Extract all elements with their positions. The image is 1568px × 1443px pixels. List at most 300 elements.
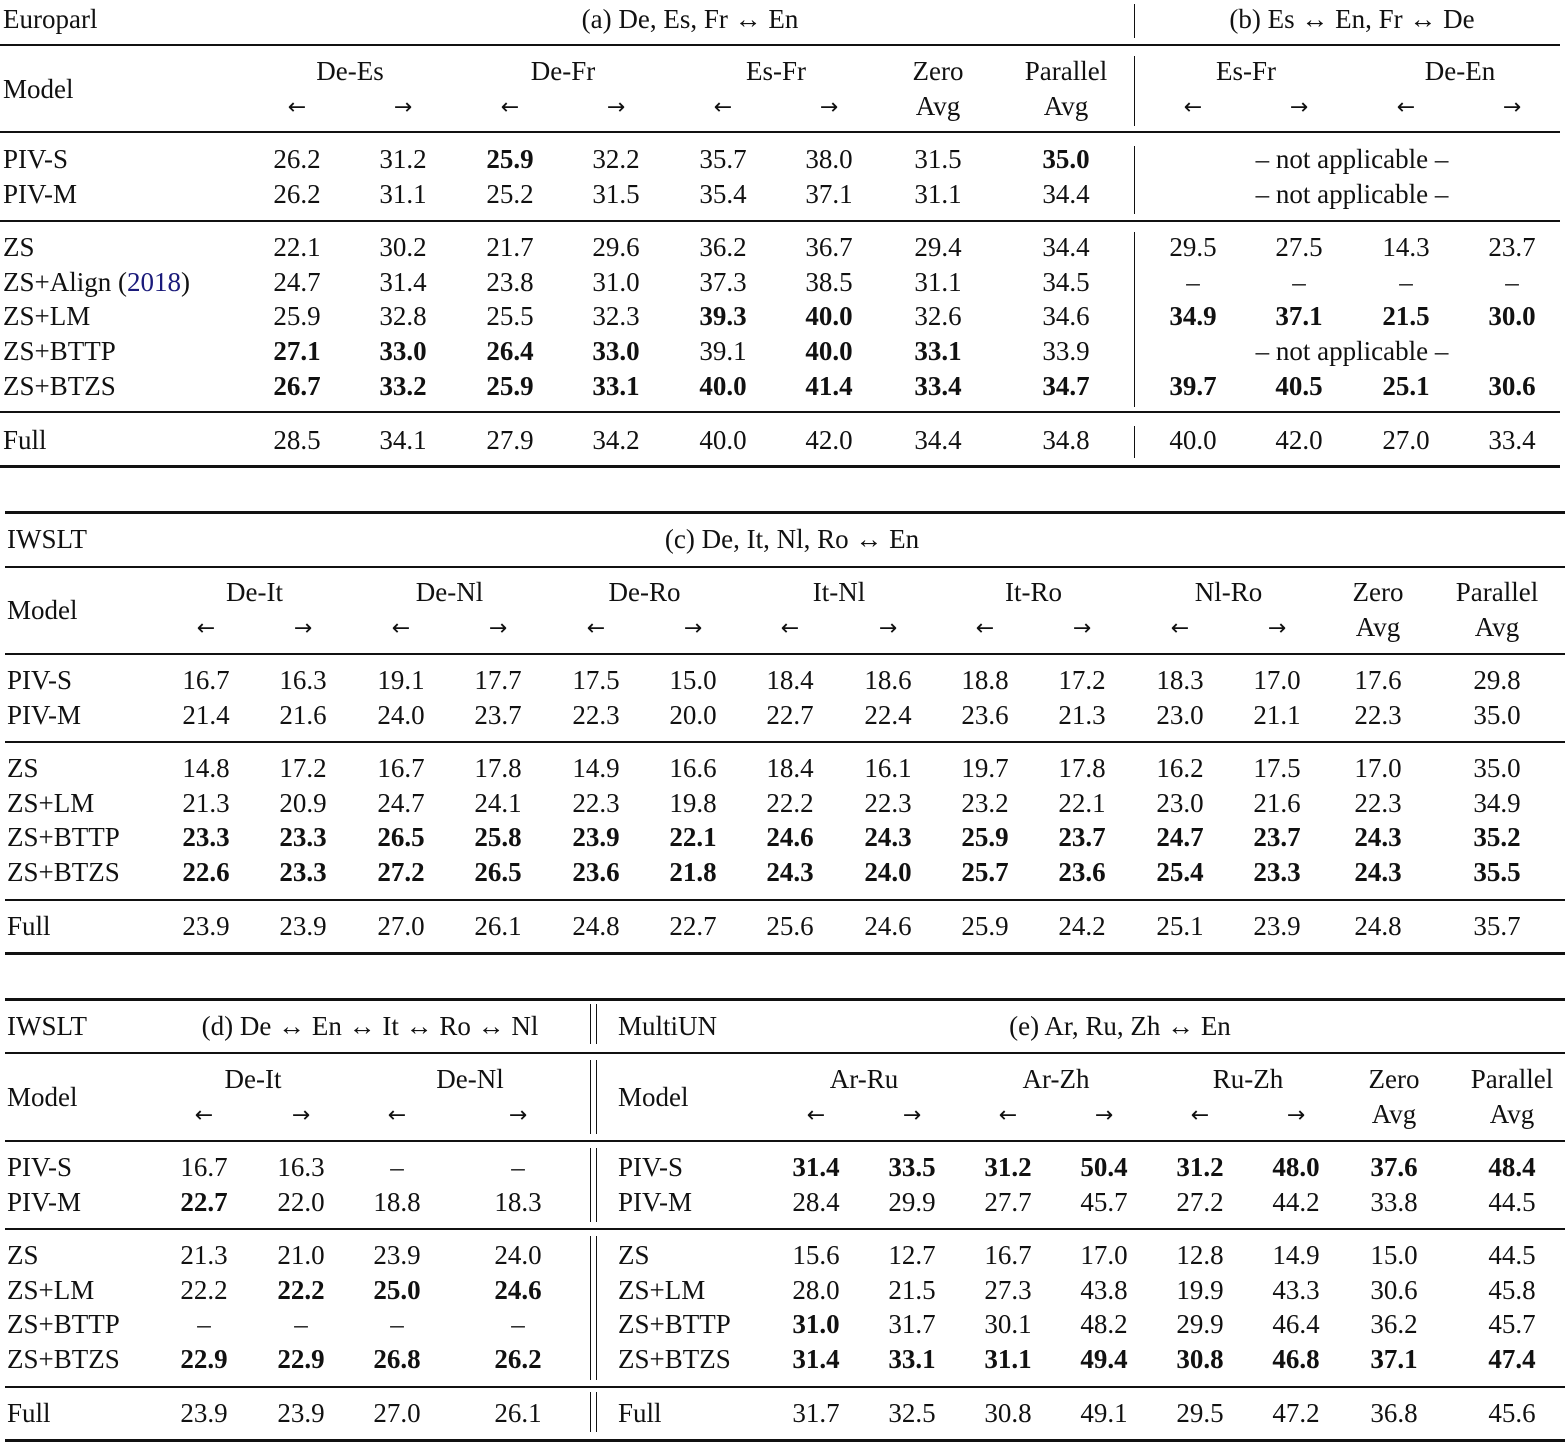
parallel-avg-header: Avg — [1043, 91, 1089, 121]
score-cell: 45.8 — [1488, 1275, 1536, 1305]
score-cell: 24.0 — [377, 700, 425, 730]
score-cell: 25.0 — [373, 1275, 421, 1305]
score-cell: 37.1 — [1370, 1344, 1418, 1374]
score-cell: 40.0 — [699, 371, 747, 401]
score-cell: 40.0 — [699, 425, 747, 455]
score-cell: 40.0 — [1169, 425, 1217, 455]
score-cell: 27.0 — [373, 1398, 421, 1428]
arrow-left-icon: ← — [1170, 616, 1190, 641]
score-cell: 29.8 — [1473, 665, 1521, 695]
score-cell: 23.9 — [1253, 911, 1301, 941]
not-applicable-label: – not applicable – — [1255, 144, 1449, 174]
not-applicable-label: – not applicable – — [1255, 336, 1449, 366]
arrow-right-icon: → — [1502, 95, 1522, 120]
language-pair-header: Nl-Ro — [1194, 577, 1263, 607]
model-name: ZS+LM — [618, 1275, 706, 1305]
model-name: ZS+BTTP — [3, 336, 116, 366]
score-cell: 17.6 — [1354, 665, 1402, 695]
arrow-left-icon: ← — [1396, 95, 1416, 120]
score-cell: 21.8 — [669, 857, 717, 887]
score-cell: 39.1 — [699, 336, 747, 366]
citation-link[interactable]: 2018 — [127, 267, 181, 297]
score-cell: – — [511, 1309, 525, 1339]
score-cell: 35.7 — [1473, 911, 1521, 941]
score-cell: 16.2 — [1156, 753, 1204, 783]
model-name: PIV-S — [3, 144, 69, 174]
score-cell: 37.1 — [1275, 301, 1323, 331]
model-name: PIV-M — [7, 1187, 82, 1217]
score-cell: 22.1 — [273, 232, 321, 262]
score-cell: 17.0 — [1253, 665, 1301, 695]
score-cell: 34.9 — [1473, 788, 1521, 818]
vertical-rule — [1134, 232, 1135, 407]
score-cell: 23.6 — [572, 857, 620, 887]
score-cell: 32.5 — [888, 1398, 936, 1428]
score-cell: 30.8 — [1176, 1344, 1224, 1374]
score-cell: 22.1 — [1058, 788, 1106, 818]
score-cell: 30.6 — [1370, 1275, 1418, 1305]
score-cell: 31.2 — [984, 1152, 1032, 1182]
table-a-title: (a) De, Es, Fr ↔ En — [581, 4, 799, 34]
score-cell: 19.9 — [1176, 1275, 1224, 1305]
score-cell: 24.3 — [864, 822, 912, 852]
score-cell: 24.8 — [572, 911, 620, 941]
model-name: ZS — [7, 753, 39, 783]
score-cell: 35.4 — [699, 179, 747, 209]
score-cell: 24.0 — [494, 1240, 542, 1270]
score-cell: 16.1 — [864, 753, 912, 783]
score-cell: 18.4 — [766, 753, 814, 783]
horizontal-rule — [5, 653, 1565, 655]
score-cell: 22.9 — [180, 1344, 228, 1374]
language-pair-header: It-Ro — [1005, 577, 1062, 607]
arrow-right-icon: → — [819, 95, 839, 120]
arrow-left-icon: ← — [1190, 1103, 1210, 1128]
score-cell: 23.9 — [572, 822, 620, 852]
language-pair-header: Ar-Zh — [1022, 1064, 1090, 1094]
table-e-title: (e) Ar, Ru, Zh ↔ En — [1009, 1011, 1231, 1041]
score-cell: 23.0 — [1156, 788, 1204, 818]
arrow-left-icon: ← — [500, 95, 520, 120]
score-cell: 21.7 — [486, 232, 534, 262]
score-cell: 21.5 — [1382, 301, 1430, 331]
score-cell: 33.8 — [1370, 1187, 1418, 1217]
score-cell: 34.1 — [379, 425, 427, 455]
score-cell: 23.6 — [1058, 857, 1106, 887]
score-cell: 14.3 — [1382, 232, 1430, 262]
horizontal-rule — [5, 1052, 1565, 1054]
score-cell: 23.3 — [182, 822, 230, 852]
score-cell: 29.9 — [888, 1187, 936, 1217]
score-cell: 24.8 — [1354, 911, 1402, 941]
zero-avg-header: Avg — [915, 91, 961, 121]
score-cell: – — [390, 1309, 404, 1339]
score-cell: 23.7 — [1253, 822, 1301, 852]
score-cell: 35.7 — [699, 144, 747, 174]
score-cell: 30.2 — [379, 232, 427, 262]
language-pair-header: De-Nl — [415, 577, 484, 607]
score-cell: 21.3 — [182, 788, 230, 818]
model-name: Full — [3, 425, 47, 455]
horizontal-rule — [5, 899, 1565, 901]
score-cell: 26.7 — [273, 371, 321, 401]
score-cell: 15.0 — [1370, 1240, 1418, 1270]
double-vertical-rule — [596, 1392, 597, 1432]
score-cell: 20.0 — [669, 700, 717, 730]
score-cell: 23.9 — [277, 1398, 325, 1428]
arrow-left-icon: ← — [196, 616, 216, 641]
parallel-avg-header: Parallel — [1470, 1064, 1554, 1094]
double-vertical-rule — [590, 1236, 591, 1380]
score-cell: 50.4 — [1080, 1152, 1128, 1182]
score-cell: 24.0 — [864, 857, 912, 887]
score-cell: 33.1 — [914, 336, 962, 366]
score-cell: 32.3 — [592, 301, 640, 331]
score-cell: 40.5 — [1275, 371, 1323, 401]
score-cell: – — [1399, 267, 1413, 297]
score-cell: 26.1 — [474, 911, 522, 941]
dataset-label: MultiUN — [618, 1011, 718, 1041]
score-cell: 24.2 — [1058, 911, 1106, 941]
score-cell: 32.2 — [592, 144, 640, 174]
score-cell: 23.9 — [182, 911, 230, 941]
score-cell: 16.3 — [279, 665, 327, 695]
dataset-label: Europarl — [3, 4, 98, 34]
score-cell: 36.2 — [699, 232, 747, 262]
score-cell: 25.5 — [486, 301, 534, 331]
score-cell: 27.2 — [1176, 1187, 1224, 1217]
double-vertical-rule — [590, 1060, 591, 1134]
score-cell: 27.2 — [377, 857, 425, 887]
score-cell: 31.5 — [914, 144, 962, 174]
score-cell: 19.1 — [377, 665, 425, 695]
score-cell: 47.4 — [1488, 1344, 1536, 1374]
score-cell: 44.5 — [1488, 1240, 1536, 1270]
score-cell: 36.7 — [805, 232, 853, 262]
score-cell: 34.7 — [1042, 371, 1090, 401]
score-cell: 18.6 — [864, 665, 912, 695]
score-cell: 41.4 — [805, 371, 853, 401]
score-cell: 25.9 — [961, 822, 1009, 852]
score-cell: 22.3 — [864, 788, 912, 818]
score-cell: 23.8 — [486, 267, 534, 297]
score-cell: 33.1 — [888, 1344, 936, 1374]
parallel-avg-header: Parallel — [1024, 56, 1108, 86]
horizontal-rule — [5, 1140, 1565, 1142]
score-cell: 25.1 — [1382, 371, 1430, 401]
score-cell: 23.6 — [961, 700, 1009, 730]
horizontal-rule — [5, 998, 1565, 1001]
horizontal-rule — [5, 1439, 1565, 1442]
model-name: ZS+BTZS — [7, 1344, 120, 1374]
arrow-right-icon: → — [393, 95, 413, 120]
score-cell: 27.9 — [486, 425, 534, 455]
score-cell: 16.7 — [984, 1240, 1032, 1270]
horizontal-rule — [5, 1228, 1565, 1230]
score-cell: 21.3 — [180, 1240, 228, 1270]
arrow-left-icon: ← — [780, 616, 800, 641]
horizontal-rule — [5, 952, 1565, 955]
language-pair-header: De-It — [224, 1064, 282, 1094]
score-cell: 34.9 — [1169, 301, 1217, 331]
score-cell: 37.3 — [699, 267, 747, 297]
score-cell: 29.6 — [592, 232, 640, 262]
score-cell: 28.0 — [792, 1275, 840, 1305]
model-name: ZS+BTZS — [618, 1344, 731, 1374]
horizontal-rule — [0, 44, 1560, 46]
score-cell: 32.8 — [379, 301, 427, 331]
score-cell: 33.4 — [1488, 425, 1536, 455]
score-cell: 31.4 — [379, 267, 427, 297]
score-cell: 18.8 — [373, 1187, 421, 1217]
score-cell: 22.9 — [277, 1344, 325, 1374]
double-vertical-rule — [590, 1148, 591, 1222]
arrow-right-icon: → — [606, 95, 626, 120]
double-vertical-rule — [596, 1148, 597, 1222]
score-cell: 40.0 — [805, 301, 853, 331]
dataset-label: IWSLT — [7, 1011, 87, 1041]
score-cell: 17.5 — [572, 665, 620, 695]
score-cell: 45.6 — [1488, 1398, 1536, 1428]
score-cell: 42.0 — [1275, 425, 1323, 455]
score-cell: 33.0 — [592, 336, 640, 366]
score-cell: 43.3 — [1272, 1275, 1320, 1305]
score-cell: 12.7 — [888, 1240, 936, 1270]
score-cell: 21.6 — [1253, 788, 1301, 818]
score-cell: 21.5 — [888, 1275, 936, 1305]
horizontal-rule — [5, 511, 1565, 514]
score-cell: – — [390, 1152, 404, 1182]
zero-avg-header: Zero — [912, 56, 964, 86]
arrow-left-icon: ← — [387, 1103, 407, 1128]
score-cell: 27.0 — [377, 911, 425, 941]
model-name: PIV-M — [618, 1187, 693, 1217]
score-cell: 17.0 — [1080, 1240, 1128, 1270]
score-cell: 31.7 — [792, 1398, 840, 1428]
score-cell: 26.5 — [377, 822, 425, 852]
score-cell: 30.0 — [1488, 301, 1536, 331]
score-cell: 30.1 — [984, 1309, 1032, 1339]
score-cell: 43.8 — [1080, 1275, 1128, 1305]
double-vertical-rule — [596, 1236, 597, 1380]
score-cell: 44.2 — [1272, 1187, 1320, 1217]
language-pair-header: De-Ro — [608, 577, 681, 607]
horizontal-rule — [5, 566, 1565, 568]
language-pair-header: De-Es — [316, 56, 384, 86]
score-cell: 19.8 — [669, 788, 717, 818]
score-cell: 44.5 — [1488, 1187, 1536, 1217]
score-cell: 24.6 — [766, 822, 814, 852]
score-cell: 22.3 — [1354, 788, 1402, 818]
score-cell: 17.8 — [1058, 753, 1106, 783]
score-cell: 22.2 — [180, 1275, 228, 1305]
score-cell: 19.7 — [961, 753, 1009, 783]
model-name: ZS — [618, 1240, 650, 1270]
score-cell: 23.9 — [180, 1398, 228, 1428]
vertical-rule — [1134, 426, 1135, 458]
score-cell: 25.9 — [486, 144, 534, 174]
score-cell: 25.9 — [273, 301, 321, 331]
parallel-avg-header: Parallel — [1455, 577, 1539, 607]
score-cell: 36.8 — [1370, 1398, 1418, 1428]
score-cell: 26.4 — [486, 336, 534, 366]
zero-avg-header: Zero — [1368, 1064, 1420, 1094]
language-pair-header: De-Fr — [530, 56, 596, 86]
score-cell: – — [197, 1309, 211, 1339]
score-cell: 17.2 — [1058, 665, 1106, 695]
score-cell: 23.3 — [279, 822, 327, 852]
score-cell: 33.4 — [914, 371, 962, 401]
score-cell: 33.9 — [1042, 336, 1090, 366]
language-pair-header: Es-Fr — [746, 56, 806, 86]
language-pair-header: Ru-Zh — [1212, 1064, 1284, 1094]
score-cell: 24.3 — [1354, 857, 1402, 887]
arrow-left-icon: ← — [1183, 95, 1203, 120]
score-cell: 22.0 — [277, 1187, 325, 1217]
score-cell: 26.2 — [273, 179, 321, 209]
model-name: ZS+LM — [7, 788, 95, 818]
arrow-right-icon: → — [683, 616, 703, 641]
arrow-left-icon: ← — [975, 616, 995, 641]
score-cell: 24.7 — [377, 788, 425, 818]
score-cell: 23.7 — [474, 700, 522, 730]
model-name: ZS — [3, 232, 35, 262]
score-cell: 15.6 — [792, 1240, 840, 1270]
double-vertical-rule — [590, 1392, 591, 1432]
model-header: Model — [7, 1082, 78, 1112]
score-cell: 31.7 — [888, 1309, 936, 1339]
score-cell: 23.3 — [1253, 857, 1301, 887]
score-cell: – — [1505, 267, 1519, 297]
score-cell: 16.7 — [180, 1152, 228, 1182]
score-cell: 26.2 — [494, 1344, 542, 1374]
table-c-title: (c) De, It, Nl, Ro ↔ En — [664, 524, 920, 554]
score-cell: 17.7 — [474, 665, 522, 695]
score-cell: 22.3 — [572, 788, 620, 818]
score-cell: 23.0 — [1156, 700, 1204, 730]
double-vertical-rule — [590, 1004, 591, 1044]
score-cell: 25.4 — [1156, 857, 1204, 887]
score-cell: 30.8 — [984, 1398, 1032, 1428]
score-cell: 39.7 — [1169, 371, 1217, 401]
arrow-right-icon: → — [291, 1103, 311, 1128]
score-cell: 25.9 — [486, 371, 534, 401]
model-name: ZS+Align (2018) — [3, 267, 190, 297]
score-cell: 17.5 — [1253, 753, 1301, 783]
model-name: PIV-S — [7, 665, 73, 695]
score-cell: 46.8 — [1272, 1344, 1320, 1374]
score-cell: 31.0 — [792, 1309, 840, 1339]
score-cell: 32.6 — [914, 301, 962, 331]
arrow-right-icon: → — [1267, 616, 1287, 641]
score-cell: 22.3 — [572, 700, 620, 730]
score-cell: 34.4 — [1042, 179, 1090, 209]
score-cell: 31.1 — [914, 267, 962, 297]
score-cell: 31.1 — [984, 1344, 1032, 1374]
score-cell: 26.2 — [273, 144, 321, 174]
score-cell: 40.0 — [805, 336, 853, 366]
parallel-avg-header: Avg — [1489, 1099, 1535, 1129]
score-cell: 46.4 — [1272, 1309, 1320, 1339]
score-cell: 22.7 — [766, 700, 814, 730]
score-cell: 14.9 — [572, 753, 620, 783]
score-cell: 16.7 — [182, 665, 230, 695]
score-cell: 22.2 — [277, 1275, 325, 1305]
model-header: Model — [618, 1082, 689, 1112]
score-cell: 17.8 — [474, 753, 522, 783]
language-pair-header: De-En — [1424, 56, 1496, 86]
score-cell: 22.7 — [180, 1187, 228, 1217]
score-cell: 16.7 — [377, 753, 425, 783]
arrow-right-icon: → — [1289, 95, 1309, 120]
score-cell: 21.0 — [277, 1240, 325, 1270]
arrow-left-icon: ← — [287, 95, 307, 120]
score-cell: 47.2 — [1272, 1398, 1320, 1428]
score-cell: 39.3 — [699, 301, 747, 331]
horizontal-rule — [0, 220, 1560, 222]
arrow-left-icon: ← — [713, 95, 733, 120]
arrow-left-icon: ← — [586, 616, 606, 641]
model-name: PIV-S — [618, 1152, 684, 1182]
score-cell: 23.7 — [1488, 232, 1536, 262]
score-cell: 33.0 — [379, 336, 427, 366]
score-cell: – — [294, 1309, 308, 1339]
score-cell: 42.0 — [805, 425, 853, 455]
horizontal-rule — [0, 411, 1560, 413]
score-cell: 31.2 — [1176, 1152, 1224, 1182]
arrow-left-icon: ← — [998, 1103, 1018, 1128]
arrow-right-icon: → — [508, 1103, 528, 1128]
score-cell: 25.2 — [486, 179, 534, 209]
arrow-right-icon: → — [878, 616, 898, 641]
score-cell: 22.3 — [1354, 700, 1402, 730]
arrow-right-icon: → — [902, 1103, 922, 1128]
score-cell: 28.5 — [273, 425, 321, 455]
score-cell: 48.2 — [1080, 1309, 1128, 1339]
score-cell: 15.0 — [669, 665, 717, 695]
arrow-right-icon: → — [1072, 616, 1092, 641]
language-pair-header: De-Nl — [436, 1064, 504, 1094]
model-name: ZS+LM — [3, 301, 91, 331]
score-cell: 38.0 — [805, 144, 853, 174]
score-cell: 31.1 — [379, 179, 427, 209]
score-cell: 45.7 — [1488, 1309, 1536, 1339]
score-cell: 33.5 — [888, 1152, 936, 1182]
score-cell: – — [511, 1152, 525, 1182]
parallel-avg-header: Avg — [1474, 612, 1520, 642]
score-cell: 45.7 — [1080, 1187, 1128, 1217]
score-cell: 35.0 — [1473, 753, 1521, 783]
score-cell: 25.1 — [1156, 911, 1204, 941]
not-applicable-label: – not applicable – — [1255, 179, 1449, 209]
score-cell: 33.1 — [592, 371, 640, 401]
model-name: Full — [618, 1398, 662, 1428]
score-cell: 25.6 — [766, 911, 814, 941]
score-cell: 22.7 — [669, 911, 717, 941]
score-cell: 23.9 — [279, 911, 327, 941]
score-cell: 27.0 — [1382, 425, 1430, 455]
score-cell: 34.4 — [1042, 232, 1090, 262]
score-cell: 20.9 — [279, 788, 327, 818]
score-cell: 34.8 — [1042, 425, 1090, 455]
score-cell: 36.2 — [1370, 1309, 1418, 1339]
score-cell: 27.5 — [1275, 232, 1323, 262]
horizontal-rule — [5, 1386, 1565, 1388]
score-cell: 23.3 — [279, 857, 327, 887]
arrow-right-icon: → — [1286, 1103, 1306, 1128]
language-pair-header: Es-Fr — [1216, 56, 1276, 86]
score-cell: 16.3 — [277, 1152, 325, 1182]
